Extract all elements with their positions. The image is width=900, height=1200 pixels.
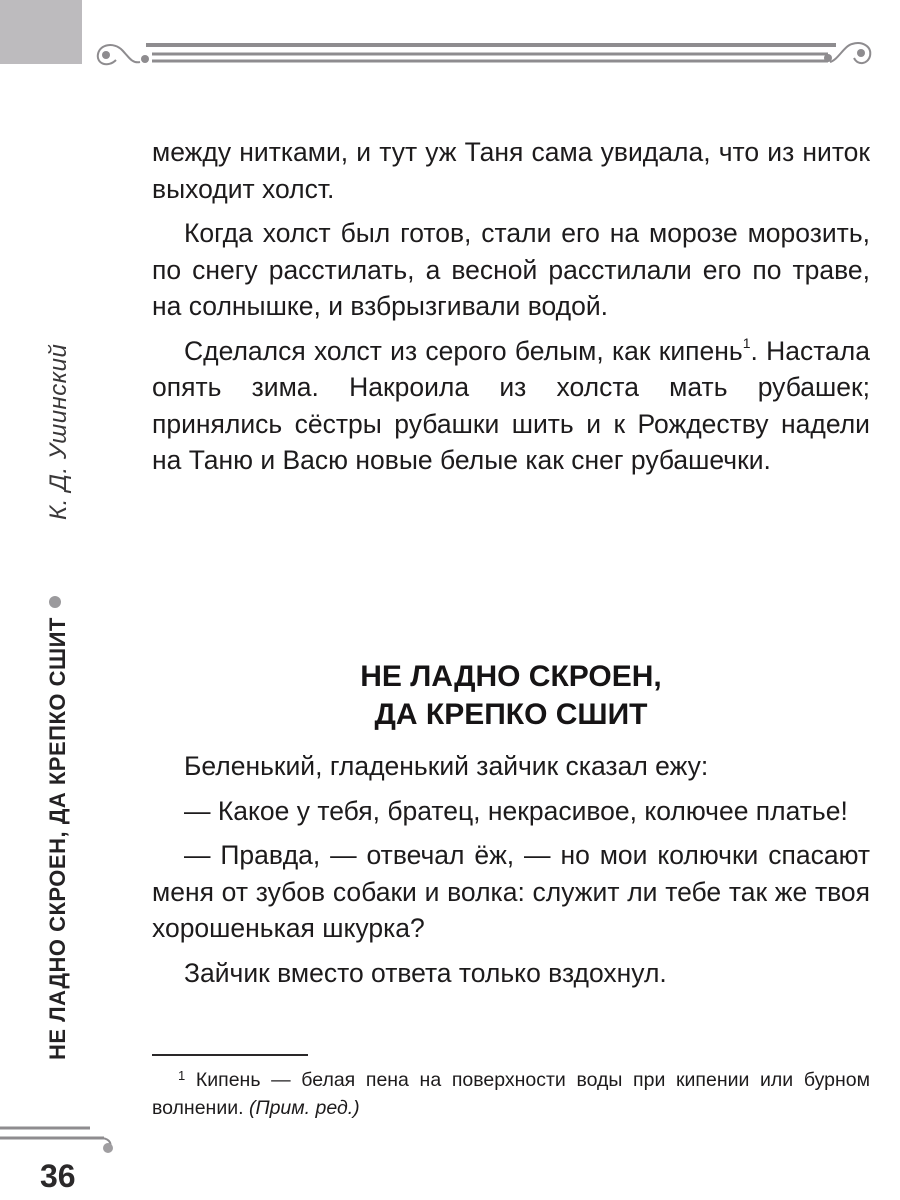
paragraph: Когда холст был готов, стали его на морозе морозить, по снегу расстилать, а весной расстилали его по траве, на солнышке, и взбрызгивали водой.	[152, 218, 870, 321]
top-scroll-ornament	[88, 38, 878, 70]
running-title: НЕ ЛАДНО СКРОЕН, ДА КРЕПКО СШИТ	[45, 617, 70, 1060]
footnote-reference[interactable]: 1	[742, 334, 751, 351]
paragraph-text: Сделался холст из серого белым, как кипень	[184, 335, 743, 366]
editor-note: (Прим. ред.)	[248, 1097, 360, 1119]
footnote-divider	[152, 1054, 308, 1056]
footnote-text: Кипень — белая пена на поверхности воды при кипении или бурном волнении.	[152, 1069, 870, 1119]
title-line: ДА КРЕПКО СШИТ	[374, 698, 648, 731]
page-number: 36	[40, 1158, 76, 1194]
previous-story-text	[152, 134, 870, 479]
paragraph: Беленький, гладенький зайчик сказал ежу:	[184, 751, 709, 781]
story-text	[152, 748, 870, 991]
footnote	[152, 1062, 870, 1122]
bottom-scroll-ornament	[0, 1124, 118, 1154]
paragraph: Зайчик вместо ответа только вздохнул.	[184, 957, 667, 988]
paragraph: — Какое у тебя, братец, некрасивое, колючее платье!	[184, 795, 848, 826]
story-title	[152, 658, 870, 734]
bullet-dot-icon	[49, 596, 61, 608]
paragraph: — Правда, — отвечал ёж, — но мои колючки спасают меня от зубов собаки и волка: служит ли тебе так же твоя хорошенькая шкурка?	[152, 840, 870, 943]
paragraph: между нитками, и тут уж Таня сама увидала, что из ниток выходит холст.	[152, 137, 870, 204]
footnote-mark: 1	[178, 1068, 186, 1083]
running-author: К. Д. Ушинский	[45, 343, 72, 520]
title-line: НЕ ЛАДНО СКРОЕН,	[360, 660, 662, 693]
paragraph-with-footnote	[152, 333, 870, 479]
paragraph-text: . Настала опять зима. Накроила из холста мать рубашек; принялись сёстры рубашки шить и к Рождеству надели на Таню и Васю новые белые как снег рубашечки.	[152, 335, 870, 475]
page-corner-tab	[0, 0, 82, 64]
